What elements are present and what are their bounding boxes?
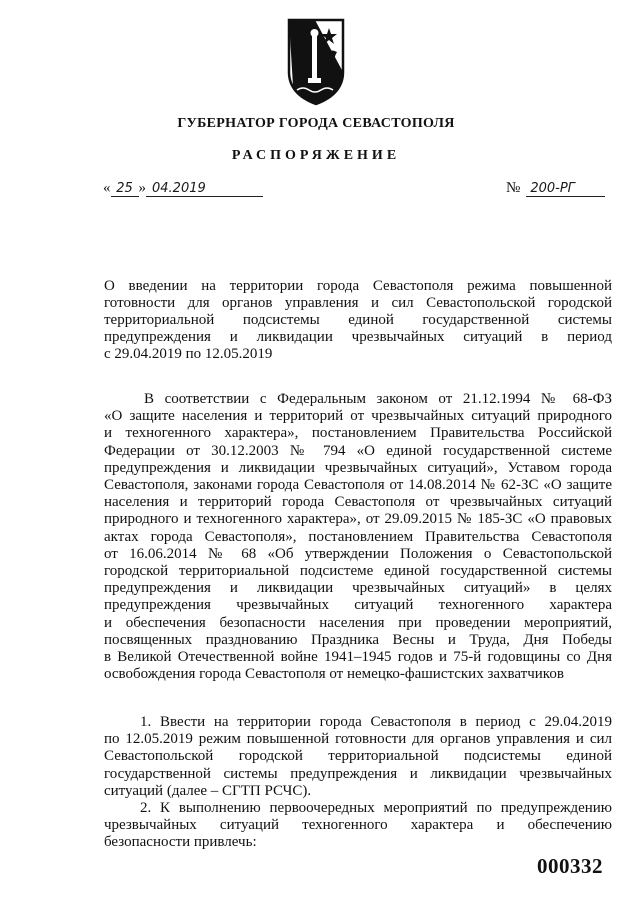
subject-line: территориальной подсистемы единой государственной системы xyxy=(104,312,612,328)
number-value: 200-РГ xyxy=(526,181,605,197)
preamble-paragraph xyxy=(104,391,612,683)
clauses-section xyxy=(104,714,612,852)
preamble-line: населения и территорий города Севастополя от чрезвычайных ситуаций xyxy=(104,494,612,511)
date-month-year: 04.2019 xyxy=(146,181,263,197)
sevastopol-coat-of-arms-icon xyxy=(285,14,347,106)
preamble-line: и обеспечения безопасности населения при проведении мероприятий, xyxy=(104,614,612,631)
date-close-quote: » xyxy=(138,180,146,196)
preamble-line: актах города Севастополя», постановлением Правительства Севастополя xyxy=(104,528,612,545)
document-number xyxy=(506,180,605,197)
clause1-line: ситуаций (далее – СГТП РСЧС). xyxy=(104,782,312,799)
preamble-line: посвященных празднованию Праздника Весны и Труда, Дня Победы xyxy=(104,631,612,648)
preamble-line: предупреждения чрезвычайных ситуаций техногенного характера xyxy=(104,597,612,614)
clause2-line: чрезвычайных ситуаций техногенного характера и обеспечению xyxy=(104,817,612,834)
preamble-line: от 16.06.2014 № 68 «Об утверждении Положения о Севастопольской xyxy=(104,545,612,562)
issuing-authority: ГУБЕРНАТОР ГОРОДА СЕВАСТОПОЛЯ xyxy=(177,116,455,131)
preamble-line: городской территориальной подсистеме единой государственной системы xyxy=(104,563,612,580)
subject-line: предупреждения и ликвидации чрезвычайных ситуаций в период xyxy=(104,329,612,345)
subject-line: О введении на территории города Севастополя режима повышенной xyxy=(104,278,612,294)
clause1-line: по 12.05.2019 режим повышенной готовности для органов управления и сил xyxy=(104,731,612,748)
clause1-line: Севастопольской городской территориальной подсистемы единой xyxy=(104,748,612,765)
preamble-line: в Великой Отечественной войне 1941–1945 годов и 75-й годовщины со Дня xyxy=(104,649,612,666)
document-type-title: РАСПОРЯЖЕНИЕ xyxy=(231,148,401,163)
date-day: 25 xyxy=(111,181,139,197)
document-subject xyxy=(104,278,612,363)
subject-line: с 29.04.2019 по 12.05.2019 xyxy=(104,346,273,362)
preamble-line: Севастополя, законами города Севастополя от 14.08.2014 № 62-ЗС «О защите xyxy=(104,477,612,494)
preamble-line: и техногенного характера», постановлением Правительства Российской xyxy=(104,425,612,442)
preamble-line: В соответствии с Федеральным законом от 21.12.1994 № 68-ФЗ xyxy=(144,391,612,407)
preamble-line: «О защите населения и территорий от чрезвычайных ситуаций природного xyxy=(104,408,612,425)
preamble-line: освобождения города Севастополя от немецко-фашистских захватчиков xyxy=(104,666,564,683)
document-date xyxy=(103,180,263,197)
preamble-line: Федерации от 30.12.2003 № 794 «О единой государственной системе xyxy=(104,442,612,459)
preamble-line: предупреждения и ликвидации чрезвычайных ситуаций» в целях xyxy=(104,580,612,597)
preamble-line: предупреждения и ликвидации чрезвычайных ситуаций», Уставом города xyxy=(104,459,612,476)
serial-number: 000332 xyxy=(537,854,603,878)
number-sign: № xyxy=(506,180,521,196)
clause2-line: 2. К выполнению первоочередных мероприятий по предупреждению xyxy=(140,800,612,817)
date-open-quote: « xyxy=(103,180,111,196)
clause2-line: безопасности привлечь: xyxy=(104,834,257,851)
preamble-line: природного и техногенного характера», от 29.09.2015 № 185-ЗС «О правовых xyxy=(104,511,612,528)
subject-line: готовности для органов управления и сил Севастопольской городской xyxy=(104,295,612,311)
clause1-line: 1. Ввести на территории города Севастополя в период с 29.04.2019 xyxy=(140,714,612,730)
clause1-line: государственной системы предупреждения и ликвидации чрезвычайных xyxy=(104,765,612,782)
